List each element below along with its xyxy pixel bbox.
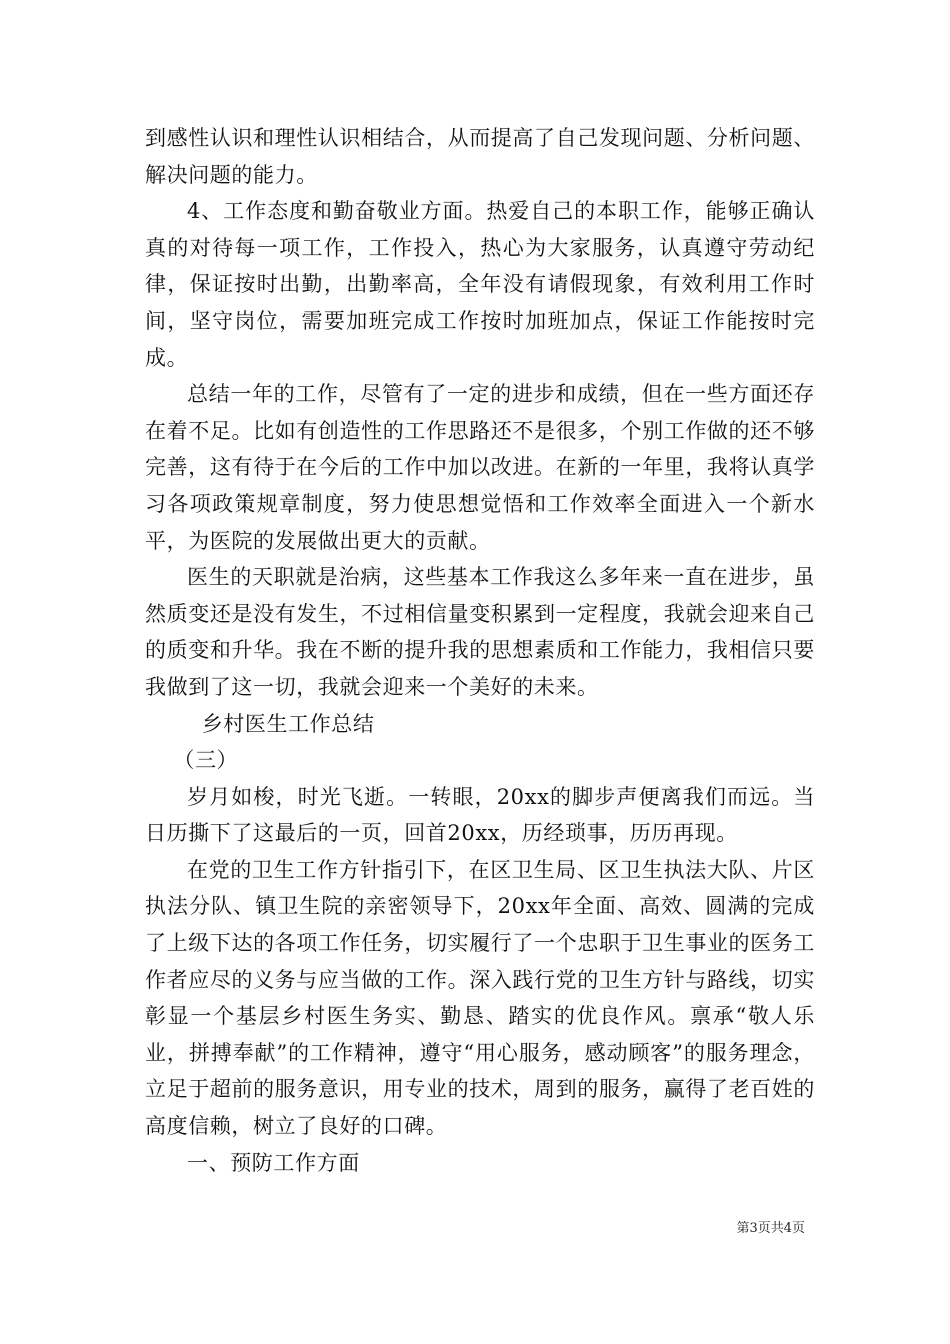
section-number: （三） — [173, 748, 239, 773]
paragraph-work-attitude: 4、工作态度和勤奋敬业方面。热爱自己的本职工作，能够正确认真的对待每一项工作，工作投入，热心为大家服务，认真遵守劳动纪律，保证按时出勤，出勤率高，全年没有请假现象，有效利用工作时间，坚守岗位，需要加班完成工作按时加班加点，保证工作能按时完成。 — [145, 199, 815, 370]
section-title: 乡村医生工作总结 — [201, 711, 375, 736]
document-body — [145, 120, 815, 1181]
paragraph-doctor-duty: 医生的天职就是治病，这些基本工作我这么多年来一直在进步，虽然质变还是没有发生，不过相信量变积累到一定程度，我就会迎来自己的质变和升华。我在不断的提升我的思想素质和工作能力，我相信只要我做到了这一切，我就会迎来一个美好的未来。 — [145, 565, 815, 699]
paragraph-party-guidance: 在党的卫生工作方针指引下，在区卫生局、区卫生执法大队、片区执法分队、镇卫生院的亲密领导下，20xx年全面、高效、圆满的完成了上级下达的各项工作任务，切实履行了一个忠职于卫生事业的医务工作者应尽的义务与应当做的工作。深入践行党的卫生方针与路线，切实彰显一个基层乡村医生务实、勤恳、踏实的优良作风。禀承“敬人乐业，拼搏奉献”的工作精神，遵守“用心服务，感动顾客”的服务理念，立足于超前的服务意识，用专业的技术，周到的服务，赢得了老百姓的高度信赖，树立了良好的口碑。 — [145, 857, 815, 1139]
page-number-footer: 第3页共4页 — [736, 1221, 805, 1236]
paragraph-time-flies: 岁月如梭，时光飞逝。一转眼，20xx的脚步声便离我们而远。当日历撕下了这最后的一页，回首20xx，历经琐事，历历再现。 — [145, 784, 815, 846]
section-heading-prevention: 一、预防工作方面 — [187, 1150, 360, 1175]
paragraph-year-summary: 总结一年的工作，尽管有了一定的进步和成绩，但在一些方面还存在着不足。比如有创造性的工作思路还不是很多，个别工作做的还不够完善，这有待于在今后的工作中加以改进。在新的一年里，我将认真学习各项政策规章制度，努力使思想觉悟和工作效率全面进入一个新水平，为医院的发展做出更大的贡献。 — [145, 382, 815, 553]
paragraph-continuation: 到感性认识和理性认识相结合，从而提高了自己发现问题、分析问题、解决问题的能力。 — [145, 126, 815, 187]
